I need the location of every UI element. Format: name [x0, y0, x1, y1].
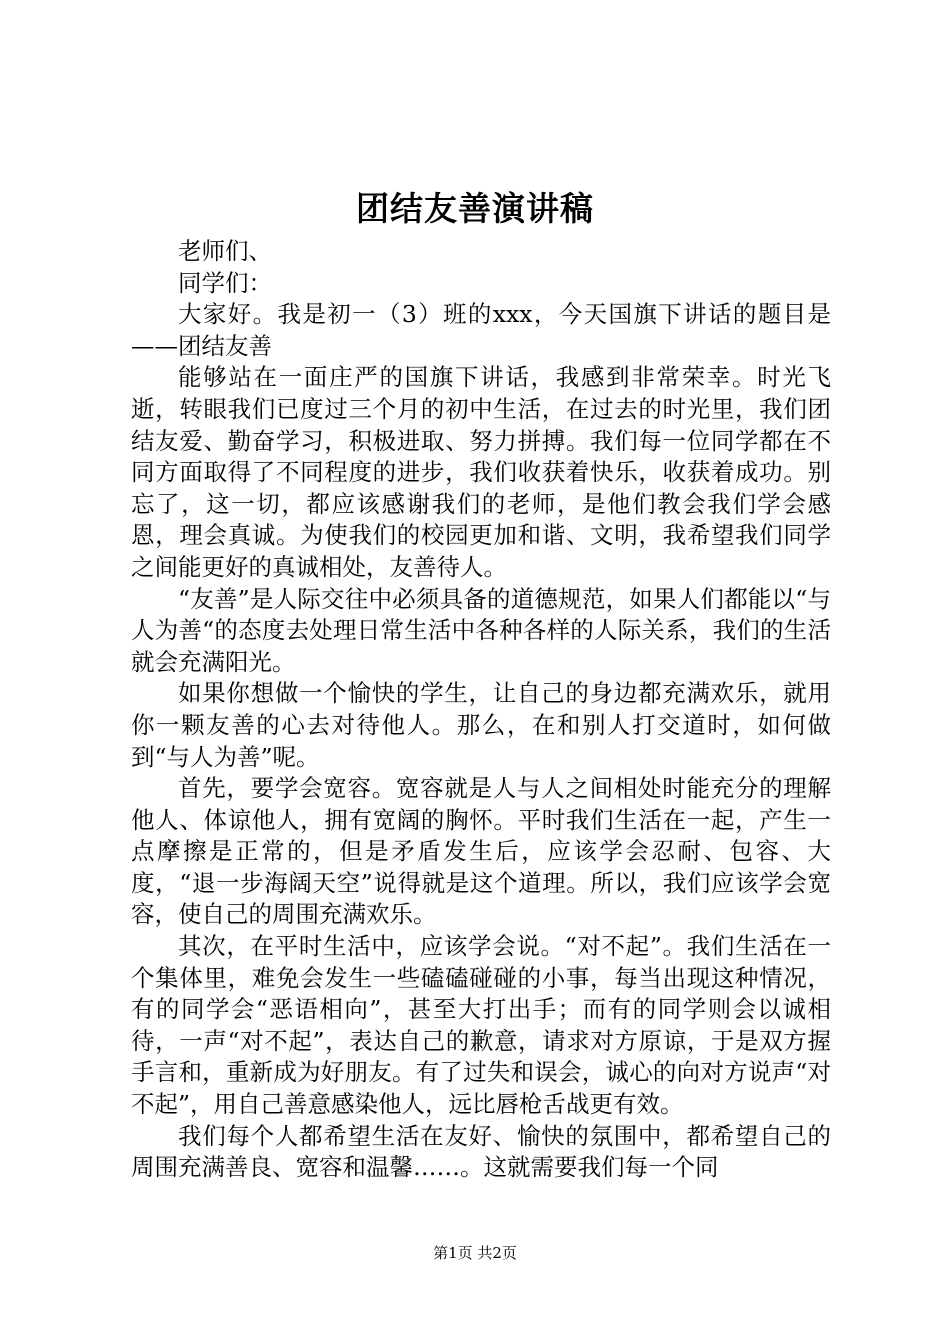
paragraph-honor: 能够站在一面庄严的国旗下讲话，我感到非常荣幸。时光飞逝，转眼我们已度过三个月的初中生活，在过去的时光里，我们团结友爱、勤奋学习，积极进取、努力拼搏。我们每一位同学都在不同方面取得了不同程度的进步，我们收获着快乐，收获着成功。别忘了，这一切，都应该感谢我们的老师，是他们教会我们学会感恩，理会真诚。为使我们的校园更加和谐、文明，我希望我们同学之间能更好的真诚相处，友善待人。 — [131, 363, 831, 581]
paragraph-happy-student: 如果你想做一个愉快的学生，让自己的身边都充满欢乐，就用你一颗友善的心去对待他人。那么，在和别人打交道时，如何做到“与人为善”呢。 — [131, 679, 831, 771]
document-title: 团结友善演讲稿 — [356, 189, 594, 228]
document-body — [131, 236, 831, 1184]
paragraph-tolerance: 首先，要学会宽容。宽容就是人与人之间相处时能充分的理解他人、体谅他人，拥有宽阔的胸怀。平时我们生活在一起，产生一点摩擦是正常的，但是矛盾发生后，应该学会忍耐、包容、大度，“退一步海阔天空”说得就是这个道理。所以，我们应该学会宽容，使自己的周围充满欢乐。 — [131, 774, 831, 929]
paragraph-friendliness: “友善”是人际交往中必须具备的道德规范，如果人们都能以“与人为善“的态度去处理日常生活中各种各样的人际关系，我们的生活就会充满阳光。 — [131, 584, 831, 676]
paragraph-greeting-students: 同学们： — [178, 268, 272, 297]
paragraph-apology: 其次，在平时生活中，应该学会说。“对不起”。我们生活在一个集体里，难免会发生一些磕磕碰碰的小事，每当出现这种情况，有的同学会“恶语相向”，甚至大打出手；而有的同学则会以诚相待，一声“对不起”，表达自己的歉意，请求对方原谅，于是双方握手言和，重新成为好朋友。有了过失和误会，诚心的向对方说声“对不起”，用自己善意感染他人，远比唇枪舌战更有效。 — [131, 932, 831, 1119]
page-footer: 第1页 共2页 — [433, 1244, 517, 1262]
paragraph-greeting-teachers: 老师们、 — [178, 237, 272, 265]
paragraph-intro: 大家好。我是初一（3）班的xxx，今天国旗下讲话的题目是——团结友善 — [131, 300, 831, 360]
paragraph-closing: 我们每个人都希望生活在友好、愉快的氛围中，都希望自己的周围充满善良、宽容和温馨……。这就需要我们每一个同 — [131, 1121, 831, 1182]
